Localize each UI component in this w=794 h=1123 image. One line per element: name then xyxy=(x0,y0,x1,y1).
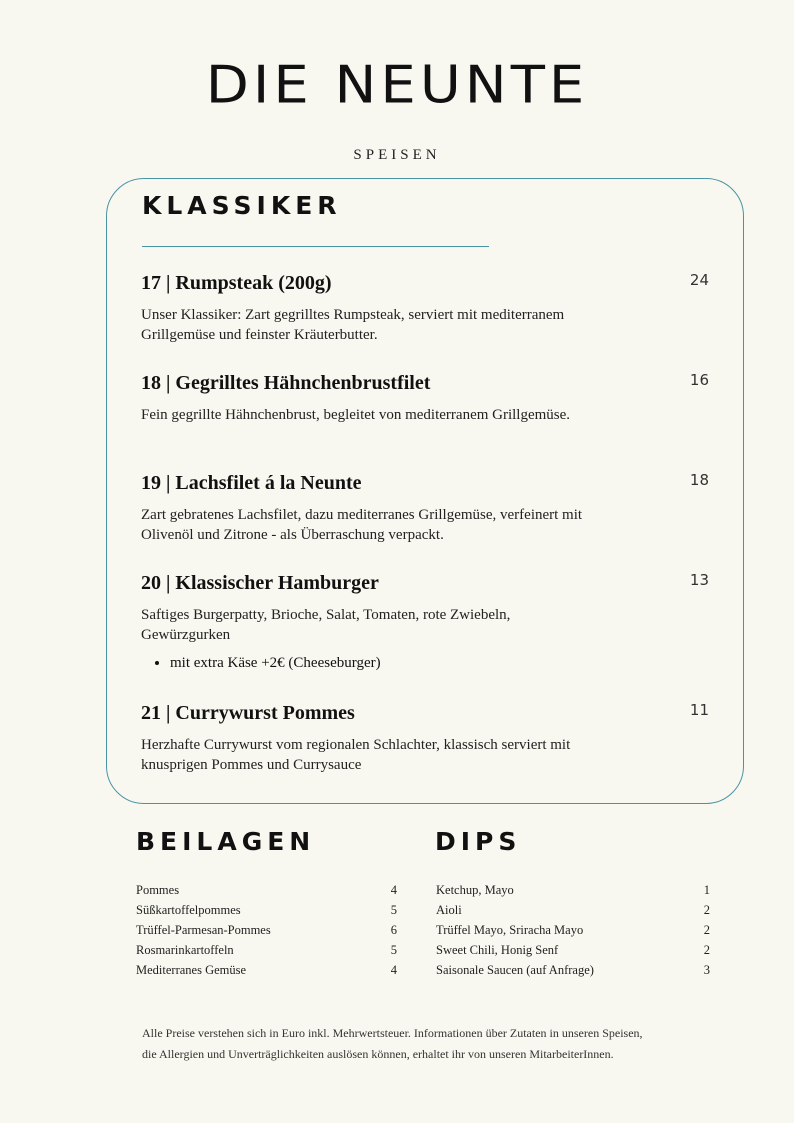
list-item xyxy=(136,940,397,960)
section-divider xyxy=(142,246,489,247)
menu-item-name: 20 | Klassischer Hamburger xyxy=(141,572,379,594)
side-name: Trüffel-Parmesan-Pommes xyxy=(136,923,271,937)
menu-item-price: 13 xyxy=(689,571,709,589)
dip-price: 1 xyxy=(703,883,710,897)
beilagen-heading: BEILAGEN xyxy=(136,827,316,856)
list-item xyxy=(136,900,397,920)
list-item xyxy=(136,920,397,940)
menu-item-currywurst xyxy=(141,701,711,775)
dips-heading: DIPS xyxy=(435,827,522,856)
menu-item-description: Herzhafte Currywurst vom regionalen Schlachter, klassisch serviert mit knusprigen Pommes und Currysauce xyxy=(141,737,571,773)
dip-name: Aioli xyxy=(436,903,462,917)
side-name: Pommes xyxy=(136,883,180,897)
side-name: Rosmarinkartoffeln xyxy=(136,943,234,957)
disclaimer-line: die Allergien und Unverträglichkeiten auslösen können, erhaltet ihr von unseren MitarbeiterInnen. xyxy=(142,1047,614,1061)
menu-item-description: Unser Klassiker: Zart gegrilltes Rumpsteak, serviert mit mediterranem Grillgemüse und feinster Kräuterbutter. xyxy=(141,307,565,343)
menu-item-name: 21 | Currywurst Pommes xyxy=(141,702,355,724)
menu-item-price: 11 xyxy=(689,701,709,719)
side-name: Süßkartoffelpommes xyxy=(136,903,241,917)
list-item xyxy=(436,920,710,940)
menu-item-name: 17 | Rumpsteak (200g) xyxy=(141,272,332,294)
menu-item-description: Fein gegrillte Hähnchenbrust, begleitet von mediterranem Grillgemüse. xyxy=(141,407,571,423)
list-item xyxy=(136,960,397,980)
dip-name: Trüffel Mayo, Sriracha Mayo xyxy=(436,923,584,937)
menu-item-description: Saftiges Burgerpatty, Brioche, Salat, Tomaten, rote Zwiebeln, Gewürzgurken xyxy=(141,607,511,643)
side-price: 4 xyxy=(390,883,397,897)
side-price: 5 xyxy=(390,903,397,917)
dip-name: Sweet Chili, Honig Senf xyxy=(436,943,559,957)
menu-item-extra: • mit extra Käse +2€ (Cheeseburger) xyxy=(170,653,711,673)
disclaimer-line: Alle Preise verstehen sich in Euro inkl. Mehrwertsteuer. Informationen über Zutaten in unseren Speisen, xyxy=(142,1026,643,1040)
dip-price: 3 xyxy=(703,963,710,977)
menu-item-lachsfilet xyxy=(141,471,711,545)
klassiker-heading: KLASSIKER xyxy=(142,191,342,220)
restaurant-title: DIE NEUNTE xyxy=(205,55,589,116)
beilagen-list xyxy=(136,880,397,980)
dips-list xyxy=(436,880,710,980)
side-price: 5 xyxy=(390,943,397,957)
dip-price: 2 xyxy=(703,903,710,917)
list-item xyxy=(436,900,710,920)
list-item xyxy=(436,960,710,980)
menu-item-extras xyxy=(141,653,711,673)
dip-price: 2 xyxy=(703,943,710,957)
menu-subtitle: SPEISEN xyxy=(353,147,441,163)
list-item xyxy=(136,880,397,900)
menu-item-price: 24 xyxy=(689,271,709,289)
side-price: 6 xyxy=(390,923,397,937)
menu-item-description: Zart gebratenes Lachsfilet, dazu mediterranes Grillgemüse, verfeinert mit Olivenöl und Zitrone - als Überraschung verpackt. xyxy=(141,507,583,543)
dip-name: Saisonale Saucen (auf Anfrage) xyxy=(436,963,594,977)
menu-item-name: 19 | Lachsfilet á la Neunte xyxy=(141,472,362,494)
side-price: 4 xyxy=(390,963,397,977)
list-item xyxy=(436,940,710,960)
price-disclaimer xyxy=(142,1023,722,1065)
menu-item-hamburger xyxy=(141,571,711,673)
menu-item-rumpsteak xyxy=(141,271,711,345)
list-item xyxy=(436,880,710,900)
dip-name: Ketchup, Mayo xyxy=(436,883,514,897)
side-name: Mediterranes Gemüse xyxy=(136,963,247,977)
menu-item-price: 18 xyxy=(689,471,709,489)
menu-item-price: 16 xyxy=(689,371,709,389)
dip-price: 2 xyxy=(703,923,710,937)
menu-item-name: 18 | Gegrilltes Hähnchenbrustfilet xyxy=(141,372,431,394)
menu-item-haehnchen xyxy=(141,371,711,425)
